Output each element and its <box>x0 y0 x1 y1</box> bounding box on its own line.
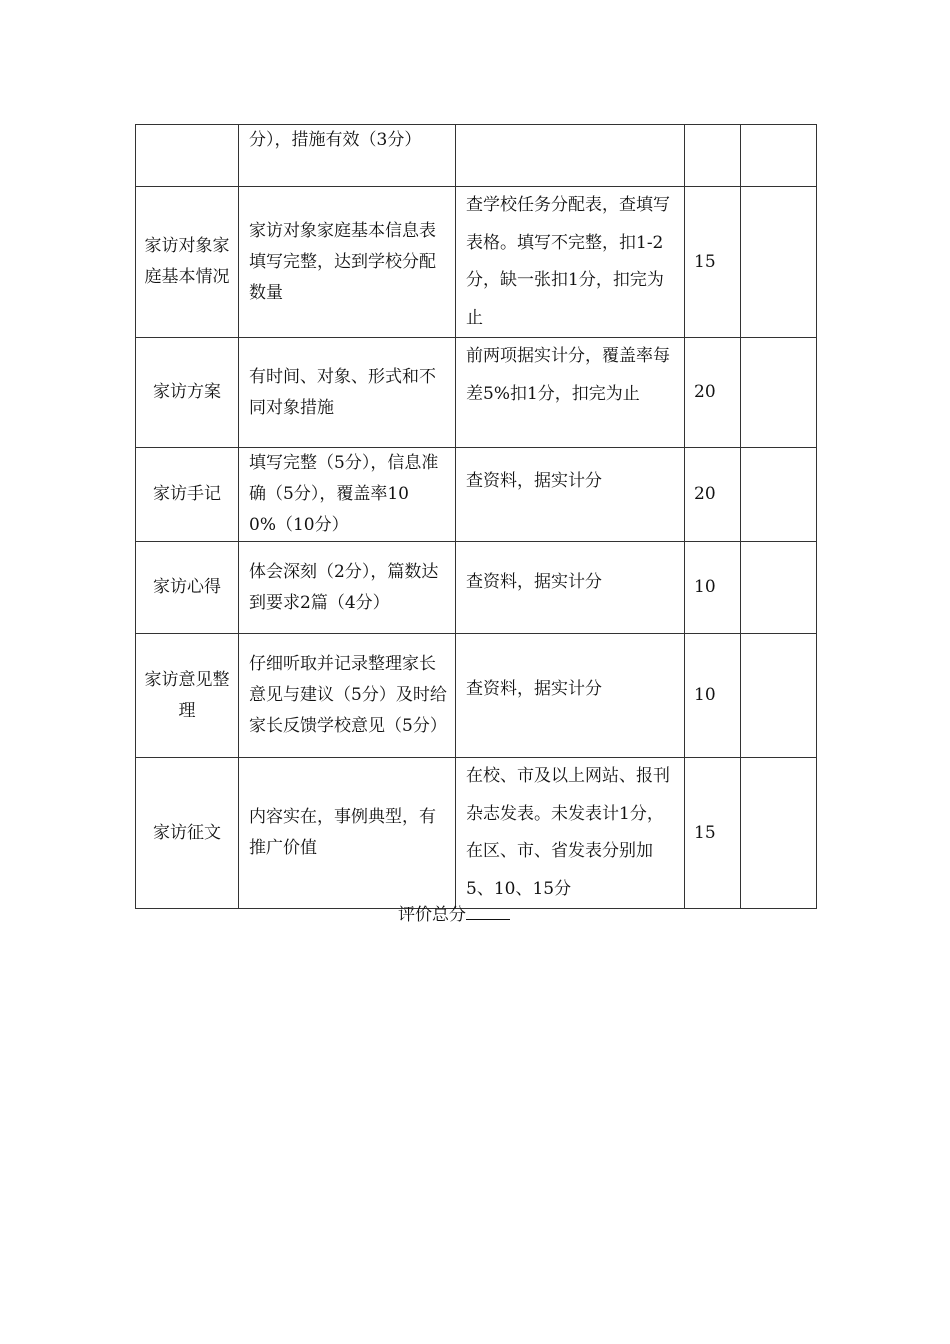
item-cell <box>136 125 239 187</box>
result-cell <box>741 448 817 542</box>
score-cell: 15 <box>685 758 741 909</box>
result-cell <box>741 758 817 909</box>
result-cell <box>741 125 817 187</box>
result-cell <box>741 542 817 634</box>
score-cell: 10 <box>685 634 741 758</box>
item-cell: 家访心得 <box>136 542 239 634</box>
standard-cell: 内容实在，事例典型，有推广价值 <box>239 758 456 909</box>
standard-cell: 仔细听取并记录整理家长意见与建议（5分）及时给家长反馈学校意见（5分） <box>239 634 456 758</box>
total-score-blank[interactable] <box>466 899 510 920</box>
score-cell: 20 <box>685 448 741 542</box>
item-cell: 家访意见整理 <box>136 634 239 758</box>
table-row <box>136 542 817 634</box>
item-cell: 家访手记 <box>136 448 239 542</box>
item-cell: 家访方案 <box>136 338 239 448</box>
total-score-line <box>398 899 510 930</box>
method-cell: 在校、市及以上网站、报刊杂志发表。未发表计1分，在区、市、省发表分别加5、10、15分 <box>456 758 685 909</box>
standard-cell: 有时间、对象、形式和不同对象措施 <box>239 338 456 448</box>
result-cell <box>741 634 817 758</box>
score-cell <box>685 125 741 187</box>
standard-cell: 体会深刻（2分），篇数达到要求2篇（4分） <box>239 542 456 634</box>
table-row <box>136 338 817 448</box>
method-cell: 查资料，据实计分 <box>456 634 685 758</box>
method-cell: 查资料，据实计分 <box>456 542 685 634</box>
method-cell <box>456 125 685 187</box>
method-cell: 前两项据实计分，覆盖率每差5%扣1分，扣完为止 <box>456 338 685 448</box>
table-row <box>136 187 817 338</box>
score-cell: 20 <box>685 338 741 448</box>
item-cell: 家访对象家庭基本情况 <box>136 187 239 338</box>
standard-cell: 分），措施有效（3分） <box>239 125 456 187</box>
table-row <box>136 634 817 758</box>
method-cell: 查资料，据实计分 <box>456 448 685 542</box>
method-cell: 查学校任务分配表，查填写表格。填写不完整，扣1-2分，缺一张扣1分，扣完为止 <box>456 187 685 338</box>
standard-cell: 家访对象家庭基本信息表填写完整，达到学校分配数量 <box>239 187 456 338</box>
result-cell <box>741 338 817 448</box>
table-row <box>136 448 817 542</box>
result-cell <box>741 187 817 338</box>
score-cell: 15 <box>685 187 741 338</box>
table-row <box>136 125 817 187</box>
standard-cell: 填写完整（5分），信息准确（5分），覆盖率100%（10分） <box>239 448 456 542</box>
evaluation-table <box>135 124 817 909</box>
table-row <box>136 758 817 909</box>
item-cell: 家访征文 <box>136 758 239 909</box>
total-score-label: 评价总分 <box>398 905 466 925</box>
score-cell: 10 <box>685 542 741 634</box>
